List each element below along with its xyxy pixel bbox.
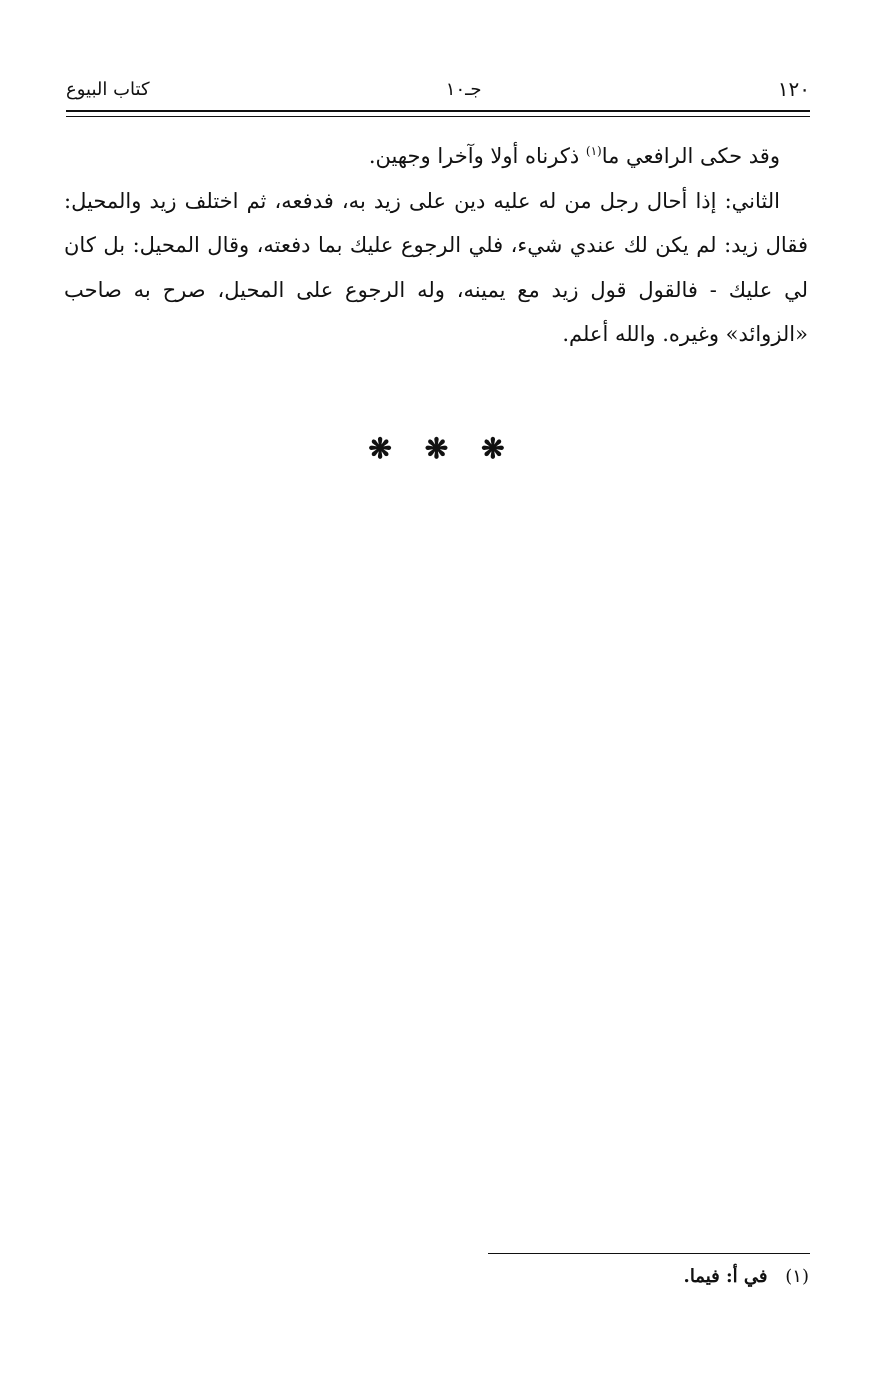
footnote-rule xyxy=(488,1253,810,1254)
main-text xyxy=(64,134,808,357)
separator-star-icon: ❋ xyxy=(424,432,449,465)
page-number: ١٢٠ xyxy=(777,77,810,101)
separator-star-icon: ❋ xyxy=(368,432,392,465)
footnote-text: في أ: فيما. xyxy=(683,1266,768,1287)
separator-star-icon: ❋ xyxy=(481,432,505,465)
volume-label: جـ١٠ xyxy=(445,78,482,100)
footnote-marker: (١) xyxy=(785,1266,809,1287)
footnote-reference: (١) xyxy=(585,144,602,158)
footnote xyxy=(684,1266,809,1287)
paragraph-2: الثاني: إذا أحال رجل من له عليه دين على زيد به، فدفعه، ثم اختلف زيد والمحيل: فقال زيد: لم يكن لك عندي شيء، فلي الرجوع عليك بما دفعته، وقال المحيل: بل كان لي عليك - فالقول قول زيد مع يمينه، وله الرجوع على المحيل، صرح به صاحب «الزوائد» وغيره. والله أعلم. xyxy=(64,188,808,346)
paragraph-1 xyxy=(64,134,808,179)
running-header xyxy=(66,74,810,104)
paragraph-1-end: ذكرناه أولا وآخرا وجهين. xyxy=(368,144,586,168)
header-rule-thin xyxy=(66,116,810,117)
section-separator xyxy=(0,432,873,465)
paragraph-1-start: وقد حكى الرافعي ما xyxy=(601,144,780,168)
book-title: كتاب البيوع xyxy=(66,78,150,100)
header-rule xyxy=(66,110,810,112)
